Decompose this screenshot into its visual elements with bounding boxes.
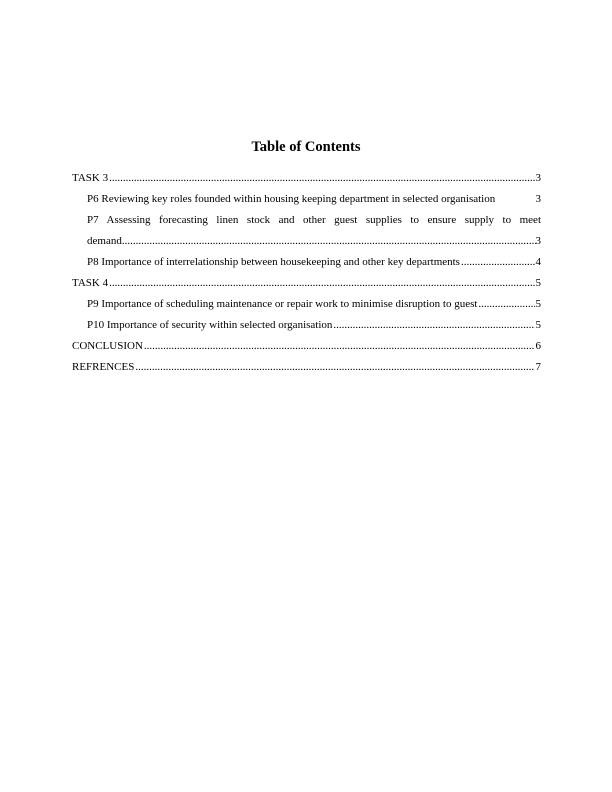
table-of-contents bbox=[72, 168, 541, 378]
toc-entry-label: P9 Importance of scheduling maintenance or repair work to minimise disruption to guest bbox=[87, 298, 478, 310]
toc-entry-page-number: 5 bbox=[535, 277, 541, 289]
toc-entry-label: P8 Importance of interrelationship between housekeeping and other key departments bbox=[87, 256, 460, 268]
toc-entry-p7[interactable] bbox=[72, 210, 541, 252]
dot-leader bbox=[109, 273, 534, 294]
toc-entry-label: P6 Reviewing key roles founded within housing keeping department in selected organisation bbox=[87, 193, 496, 205]
toc-entry-page-number: 3 bbox=[535, 235, 541, 247]
toc-entry-page-number: 4 bbox=[535, 256, 541, 268]
toc-entry-label-line-2: demand bbox=[87, 235, 122, 247]
dot-leader bbox=[461, 252, 535, 273]
dot-leader bbox=[109, 168, 534, 189]
page-title: Table of Contents bbox=[251, 139, 361, 155]
toc-entry-task-4[interactable] bbox=[72, 273, 541, 294]
toc-entry-p9[interactable] bbox=[72, 294, 541, 315]
toc-entry-page-number: 3 bbox=[535, 193, 541, 205]
toc-entry-page-number: 5 bbox=[535, 319, 541, 331]
toc-entry-p6[interactable] bbox=[72, 189, 541, 210]
toc-entry-p8[interactable] bbox=[72, 252, 541, 273]
toc-entry-page-number: 3 bbox=[535, 172, 541, 184]
toc-entry-page-number: 6 bbox=[535, 340, 541, 352]
toc-entry-p10[interactable] bbox=[72, 315, 541, 336]
toc-entry-continuation bbox=[87, 231, 541, 252]
toc-entry-label: CONCLUSION bbox=[72, 340, 143, 352]
toc-entry-task-3[interactable] bbox=[72, 168, 541, 189]
toc-entry-page-number: 7 bbox=[535, 361, 541, 373]
toc-entry-label: REFRENCES bbox=[72, 361, 135, 373]
toc-entry-page-number: 5 bbox=[535, 298, 541, 310]
toc-entry-label-line-1: P7 Assessing forecasting linen stock and other guest supplies to ensure supply to meet bbox=[87, 214, 541, 226]
toc-entry-label: TASK 4 bbox=[72, 277, 109, 289]
dot-leader bbox=[122, 231, 536, 252]
toc-entry-references[interactable] bbox=[72, 357, 541, 378]
toc-entry-conclusion[interactable] bbox=[72, 336, 541, 357]
dot-leader bbox=[144, 336, 535, 357]
toc-entry-label: TASK 3 bbox=[72, 172, 109, 184]
dot-leader bbox=[333, 315, 534, 336]
dot-leader bbox=[135, 357, 534, 378]
toc-entry-label: P10 Importance of security within selected organisation bbox=[87, 319, 333, 331]
dot-leader bbox=[478, 294, 534, 315]
